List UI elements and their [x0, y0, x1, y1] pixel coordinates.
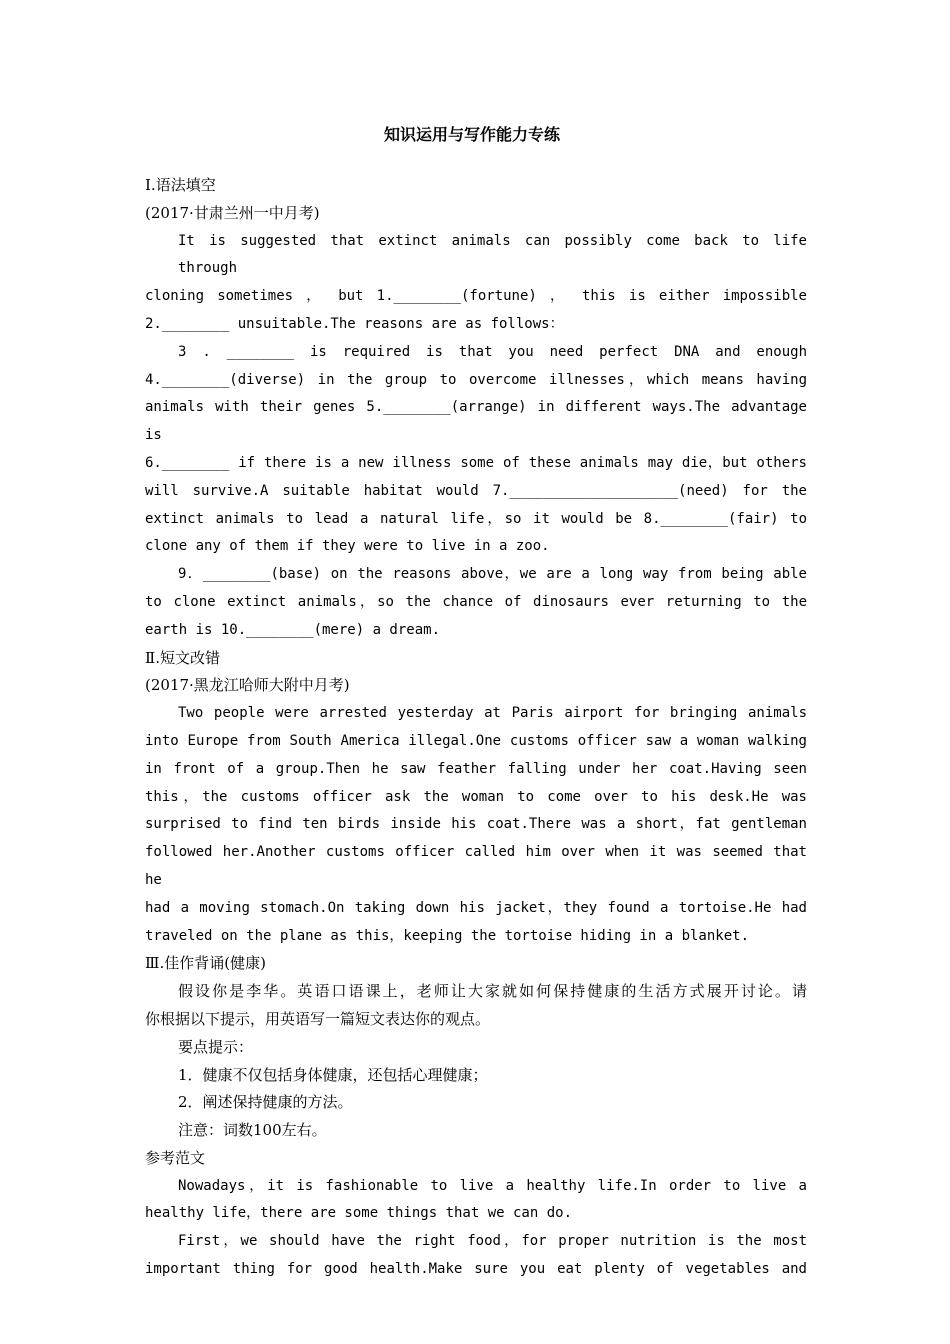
prompt-line: 你根据以下提示，用英语写一篇短文表达你的观点。 [145, 1009, 491, 1028]
page-title: 知识运用与写作能力专练 [383, 125, 560, 144]
passage-line: this，the customs officer ask the woman to come over to his desk.He was [145, 788, 807, 805]
passage-line: cloning sometimes ， but 1.________(fortune) ， this is either impossible [145, 288, 807, 305]
passage-line: earth is 10.________(mere) a dream. [145, 621, 441, 638]
passage-line: animals with their genes 5.________(arrange) in different ways.The advantage is [145, 399, 807, 444]
passage-line: 4.________(diverse) in the group to overcome illnesses，which means having [145, 371, 807, 388]
passage-line: surprised to find ten birds inside his coat.There was a short，fat gentleman [145, 816, 807, 833]
sample-line: important thing for good health.Make sure you eat plenty of vegetables and [145, 1261, 807, 1278]
passage-line: Two people were arrested yesterday at Paris airport for bringing animals [178, 705, 807, 722]
prompt-line: 注意：词数100左右。 [178, 1121, 327, 1140]
passage-line: into Europe from South America illegal.One customs officer saw a woman walking [145, 732, 807, 749]
prompt-line: 假设你是李华。英语口语课上，老师让大家就如何保持健康的生活方式展开讨论。请 [178, 982, 807, 1001]
prompt-line: 2．阐述保持健康的方法。 [178, 1093, 353, 1112]
passage-line: 6.________ if there is a new illness some of these animals may die，but others [145, 454, 807, 471]
passage-line: 3 . ________ is required is that you need perfect DNA and enough [178, 343, 807, 360]
prompt-line: 1．健康不仅包括身体健康，还包括心理健康； [178, 1065, 488, 1084]
passage-line: had a moving stomach.On taking down his jacket，they found a tortoise.He had [145, 899, 807, 916]
passage-line: extinct animals to lead a natural life，so it would be 8.________(fair) to [145, 510, 807, 527]
passage-line: followed her.Another customs officer called him over when it was seemed that he [145, 844, 807, 888]
section-heading-writing: Ⅲ.佳作背诵(健康) [145, 954, 266, 973]
passage-line: 2.________ unsuitable.The reasons are as follows： [145, 315, 564, 332]
section-source-grammar: (2017·甘肃兰州一中月考) [145, 203, 320, 222]
passage-line: traveled on the plane as this，keeping the tortoise hiding in a blanket. [145, 927, 750, 944]
sample-heading: 参考范文 [145, 1148, 206, 1167]
section-source-correction: (2017·黑龙江哈师大附中月考) [145, 676, 350, 695]
passage-line: 9．________(base) on the reasons above，we are a long way from being able [178, 566, 807, 583]
sample-line: Nowadays，it is fashionable to live a healthy life.In order to live a [178, 1177, 807, 1194]
passage-line: clone any of them if they were to live in a zoo. [145, 538, 550, 555]
passage-line: to clone extinct animals，so the chance of dinosaurs ever returning to the [145, 593, 807, 610]
passage-line: will survive.A suitable habitat would 7.____________________(need) for the [145, 482, 807, 499]
sample-line: healthy life，there are some things that we can do. [145, 1205, 573, 1222]
prompt-line: 要点提示： [178, 1037, 254, 1056]
section-heading-grammar: Ⅰ.语法填空 [145, 176, 216, 194]
document-page [145, 120, 807, 1284]
passage-line: in front of a group.Then he saw feather falling under her coat.Having seen [145, 760, 807, 777]
passage-line: It is suggested that extinct animals can possibly come back to life through [178, 232, 807, 277]
sample-line: First，we should have the right food，for proper nutrition is the most [178, 1233, 807, 1250]
section-heading-correction: Ⅱ.短文改错 [145, 648, 220, 667]
